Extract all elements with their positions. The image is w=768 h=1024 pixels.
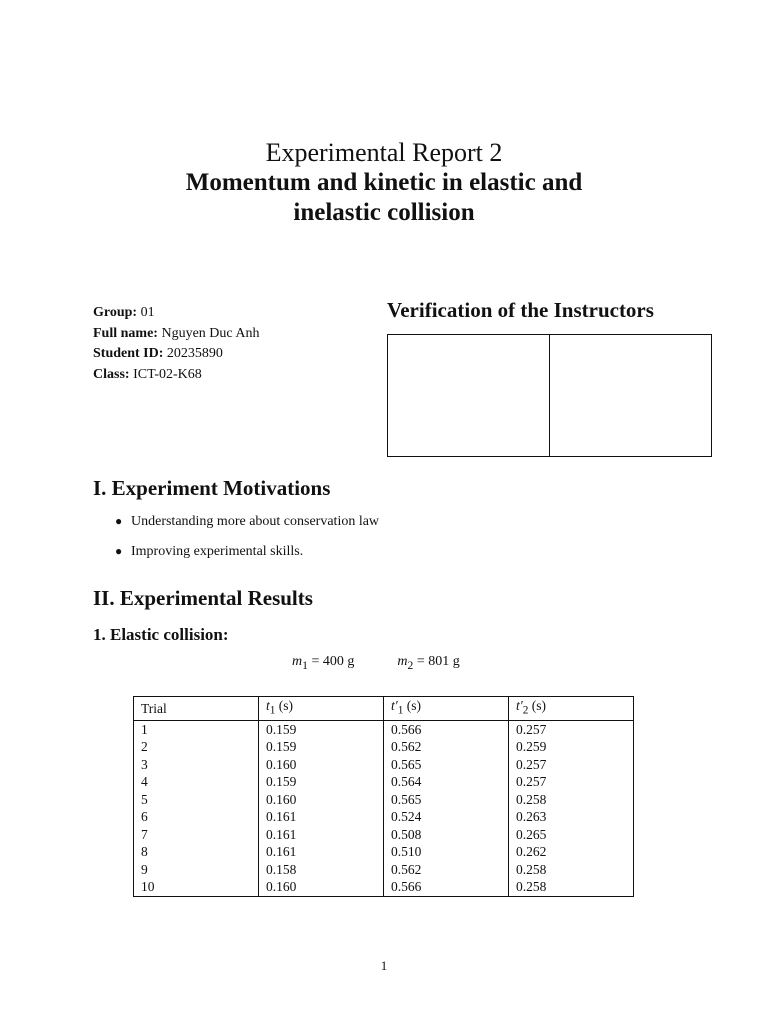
header-t1-prime-symbol: t′: [391, 698, 398, 713]
table-row: [134, 791, 634, 809]
full-name-row: [93, 324, 259, 345]
trial-cell: 2: [134, 738, 259, 756]
t2-prime-cell: 0.259: [509, 738, 634, 756]
t1-cell: 0.160: [259, 878, 384, 896]
t1-prime-cell: 0.508: [384, 826, 509, 844]
header-t1-subscript: 1: [269, 704, 276, 717]
motivation-list: [115, 511, 379, 571]
t2-prime-cell: 0.257: [509, 756, 634, 774]
mass-1-symbol: m: [292, 654, 303, 669]
t1-prime-cell: 0.565: [384, 791, 509, 809]
group-row: [93, 303, 259, 324]
t1-cell: 0.161: [259, 826, 384, 844]
t1-prime-cell: 0.510: [384, 843, 509, 861]
trial-cell: 4: [134, 773, 259, 791]
mass-1-value: = 400 g: [311, 654, 355, 669]
full-name-value: Nguyen Duc Anh: [161, 325, 260, 341]
t2-prime-cell: 0.258: [509, 861, 634, 879]
t1-cell: 0.160: [259, 756, 384, 774]
section-heading-motivations: I. Experiment Motivations: [93, 476, 331, 500]
table-row: [134, 878, 634, 896]
table-row: [134, 808, 634, 826]
subsection-heading-elastic: 1. Elastic collision:: [93, 625, 229, 644]
list-item-text: Improving experimental skills.: [131, 544, 304, 559]
report-main-title: [0, 168, 768, 228]
mass-2: [397, 654, 460, 672]
header-t2-prime-subscript: 2: [522, 704, 529, 717]
trial-cell: 7: [134, 826, 259, 844]
mass-1-subscript: 1: [302, 658, 308, 672]
table-header-row: [134, 697, 634, 721]
header-t2-prime-symbol: t′: [516, 698, 523, 713]
student-info-block: [93, 303, 259, 385]
t2-prime-cell: 0.258: [509, 878, 634, 896]
t1-prime-cell: 0.566: [384, 720, 509, 738]
verification-cell-left: [388, 335, 549, 456]
header-t2-prime-unit: (s): [531, 698, 546, 713]
trial-cell: 1: [134, 720, 259, 738]
student-id-value: 20235890: [166, 346, 223, 361]
list-item: [115, 541, 379, 571]
mass-2-symbol: m: [397, 654, 408, 669]
t1-prime-cell: 0.565: [384, 756, 509, 774]
mass-values: [292, 654, 460, 672]
t2-prime-cell: 0.262: [509, 843, 634, 861]
table-row: [134, 773, 634, 791]
report-number-title: Experimental Report 2: [265, 138, 503, 167]
header-t1-prime-unit: (s): [406, 698, 421, 713]
trial-cell: 6: [134, 808, 259, 826]
section-heading-results: II. Experimental Results: [93, 586, 313, 610]
elastic-collision-table: [133, 696, 634, 897]
verification-cell-right: [549, 335, 711, 456]
list-item-text: Understanding more about conservation law: [131, 514, 380, 529]
class-row: [93, 365, 259, 386]
trial-cell: 5: [134, 791, 259, 809]
class-label: Class:: [93, 366, 130, 382]
t1-prime-cell: 0.562: [384, 861, 509, 879]
table-row: [134, 738, 634, 756]
t2-prime-cell: 0.258: [509, 791, 634, 809]
t2-prime-cell: 0.257: [509, 720, 634, 738]
table-row: [134, 861, 634, 879]
t2-prime-cell: 0.265: [509, 826, 634, 844]
mass-1: [292, 654, 355, 672]
report-main-title-line-2: inelastic collision: [293, 199, 475, 226]
report-main-title-line-1: Momentum and kinetic in elastic and: [185, 169, 583, 196]
t1-cell: 0.161: [259, 808, 384, 826]
t1-cell: 0.158: [259, 861, 384, 879]
group-label: Group:: [93, 305, 138, 320]
table-row: [134, 720, 634, 738]
header-t1-prime: [384, 697, 509, 721]
table-body: [134, 720, 634, 896]
t1-cell: 0.160: [259, 791, 384, 809]
trial-cell: 9: [134, 861, 259, 879]
t1-cell: 0.159: [259, 773, 384, 791]
t1-prime-cell: 0.524: [384, 808, 509, 826]
mass-2-subscript: 2: [407, 658, 414, 672]
header-t1-symbol: t: [266, 698, 270, 713]
t1-cell: 0.159: [259, 738, 384, 756]
t2-prime-cell: 0.263: [509, 808, 634, 826]
table-row: [134, 826, 634, 844]
trial-cell: 3: [134, 756, 259, 774]
mass-2-value: = 801 g: [416, 654, 460, 669]
student-id-label: Student ID:: [93, 346, 164, 361]
page-number: 1: [380, 958, 388, 973]
t1-cell: 0.161: [259, 843, 384, 861]
t2-prime-cell: 0.257: [509, 773, 634, 791]
t1-prime-cell: 0.564: [384, 773, 509, 791]
trial-cell: 8: [134, 843, 259, 861]
group-value: 01: [140, 305, 155, 320]
t1-prime-cell: 0.566: [384, 878, 509, 896]
header-trial: Trial: [134, 697, 259, 721]
header-t1-prime-subscript: 1: [397, 704, 404, 717]
table-row: [134, 756, 634, 774]
bullet-icon: ●: [115, 514, 123, 528]
trial-cell: 10: [134, 878, 259, 896]
bullet-icon: ●: [115, 544, 123, 558]
class-value: ICT-02-K68: [133, 366, 202, 382]
student-id-row: [93, 344, 259, 365]
t1-prime-cell: 0.562: [384, 738, 509, 756]
verification-title: Verification of the Instructors: [387, 298, 654, 322]
list-item: [115, 511, 379, 541]
header-t2-prime: [509, 697, 634, 721]
header-t1-unit: (s): [278, 698, 294, 713]
header-t1: [259, 697, 384, 721]
full-name-label: Full name:: [93, 325, 158, 341]
table-row: [134, 843, 634, 861]
verification-box: [387, 334, 712, 457]
t1-cell: 0.159: [259, 720, 384, 738]
